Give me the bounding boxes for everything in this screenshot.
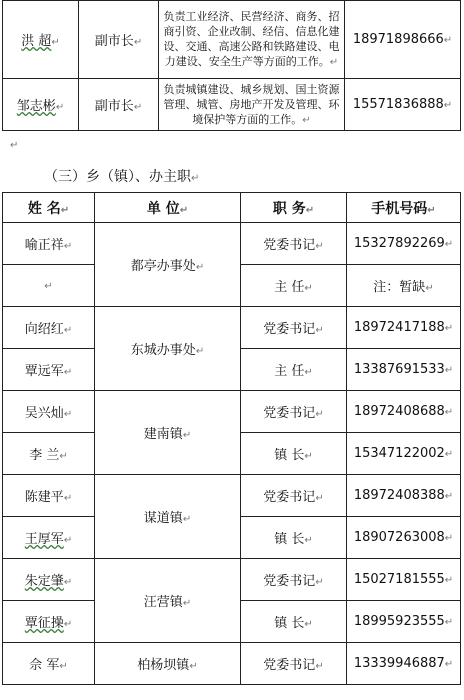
paragraph-mark: ↵ xyxy=(10,140,19,151)
table-row xyxy=(3,475,461,517)
phone-cell: 15027181555↵ xyxy=(347,559,461,601)
unit-cell: 柏杨坝镇↵ xyxy=(95,643,241,685)
person-name: 覃征操↵ xyxy=(3,601,95,643)
person-name: 吴兴灿↵ xyxy=(3,391,95,433)
position-cell: 党委书记↵ xyxy=(241,391,347,433)
table-row xyxy=(3,223,461,265)
header-name: 姓 名↵ xyxy=(3,193,95,223)
table-row xyxy=(3,643,461,685)
phone-cell: 18972408688↵ xyxy=(347,391,461,433)
phone-cell: 18972408388↵ xyxy=(347,475,461,517)
phone-cell: 18907263008↵ xyxy=(347,517,461,559)
position-cell: 党委书记↵ xyxy=(241,307,347,349)
position-cell: 镇 长↵ xyxy=(241,517,347,559)
position-cell: 党委书记↵ xyxy=(241,223,347,265)
unit-cell: 汪营镇↵ xyxy=(95,559,241,643)
person-name: 王厚军↵ xyxy=(3,517,95,559)
position-cell: 主 任↵ xyxy=(241,265,347,307)
leader-title: 副市长↵ xyxy=(79,79,159,131)
person-name: 覃远军↵ xyxy=(3,349,95,391)
leader-name: 邹志彬↵ xyxy=(3,79,79,131)
table-header-row xyxy=(3,193,461,223)
person-name: ↵ xyxy=(3,265,95,307)
table-row xyxy=(3,559,461,601)
leader-responsibility: 负责工业经济、民营经济、商务、招商引资、企业改制、经信、信息化建设、交通、高速公路和铁路建设、电力建设、安全生产等方面的工作。↵ xyxy=(159,1,345,79)
leaders-table xyxy=(2,0,461,131)
position-cell: 党委书记↵ xyxy=(241,643,347,685)
position-cell: 镇 长↵ xyxy=(241,601,347,643)
leader-name: 洪 超↵ xyxy=(3,1,79,79)
table-row xyxy=(3,1,461,79)
phone-cell: 18972417188↵ xyxy=(347,307,461,349)
unit-cell: 都亭办事处↵ xyxy=(95,223,241,307)
phone-cell: 13339946887↵ xyxy=(347,643,461,685)
person-name: 向绍红↵ xyxy=(3,307,95,349)
table-row xyxy=(3,79,461,131)
unit-cell: 建南镇↵ xyxy=(95,391,241,475)
position-cell: 党委书记↵ xyxy=(241,475,347,517)
person-name: 李 兰↵ xyxy=(3,433,95,475)
person-name: 佘 军↵ xyxy=(3,643,95,685)
header-unit: 单 位↵ xyxy=(95,193,241,223)
phone-cell: 15347122002↵ xyxy=(347,433,461,475)
phone-cell: 13387691533↵ xyxy=(347,349,461,391)
phone-cell: 注：暂缺↵ xyxy=(347,265,461,307)
section-heading: （三）乡（镇）、办主职↵ xyxy=(44,169,200,185)
person-name: 朱定肇↵ xyxy=(3,559,95,601)
leader-title: 副市长↵ xyxy=(79,1,159,79)
township-heads-table xyxy=(2,192,461,685)
leader-phone: 15571836888↵ xyxy=(345,79,461,131)
header-position: 职 务↵ xyxy=(241,193,347,223)
leader-phone: 18971898666↵ xyxy=(345,1,461,79)
table-row xyxy=(3,307,461,349)
person-name: 喻正祥↵ xyxy=(3,223,95,265)
table-row xyxy=(3,391,461,433)
unit-cell: 谋道镇↵ xyxy=(95,475,241,559)
position-cell: 党委书记↵ xyxy=(241,559,347,601)
person-name: 陈建平↵ xyxy=(3,475,95,517)
position-cell: 主 任↵ xyxy=(241,349,347,391)
phone-cell: 15327892269↵ xyxy=(347,223,461,265)
leader-responsibility: 负责城镇建设、城乡规划、国土资源管理、城管、房地产开发及管理、环境保护等方面的工作。↵ xyxy=(159,79,345,131)
phone-cell: 18995923555↵ xyxy=(347,601,461,643)
header-phone: 手机号码↵ xyxy=(347,193,461,223)
position-cell: 镇 长↵ xyxy=(241,433,347,475)
unit-cell: 东城办事处↵ xyxy=(95,307,241,391)
